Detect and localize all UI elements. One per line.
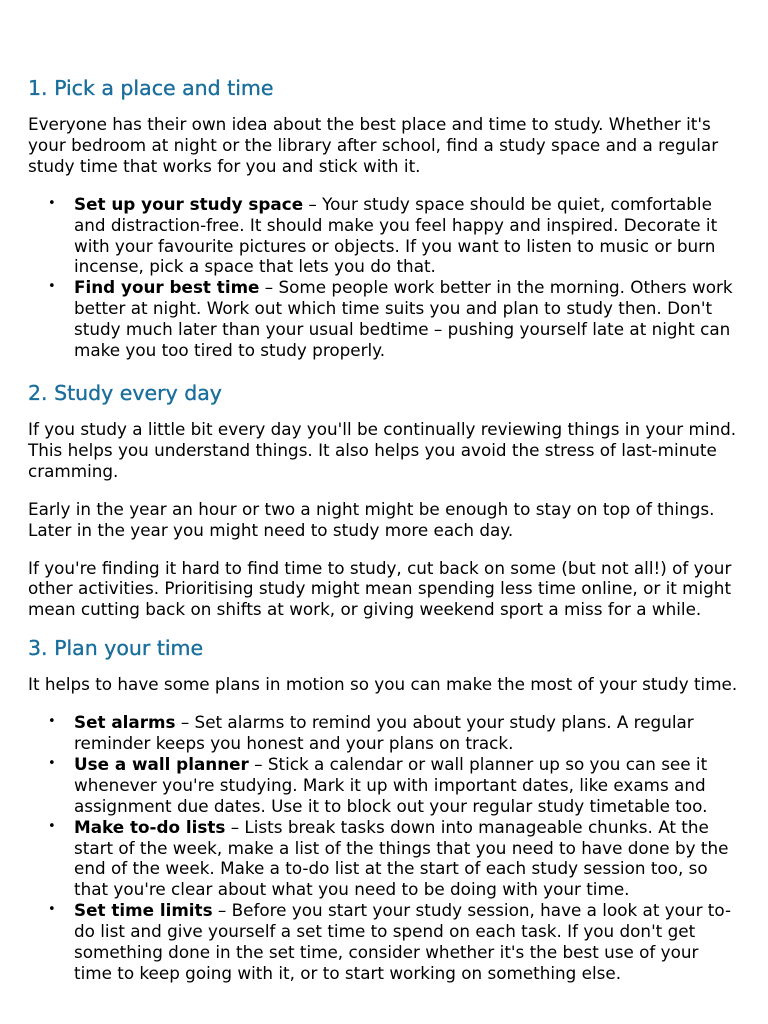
paragraph: Early in the year an hour or two a night might be enough to stay on top of things. Later in the year you might need to study more each day.: [28, 498, 715, 540]
paragraph: If you study a little bit every day you'll be continually reviewing things in your mind. This helps you understand things. It also helps you avoid the stress of last-minute cramming.: [28, 418, 737, 481]
paragraph: It helps to have some plans in motion so you can make the most of your study time.: [28, 674, 738, 695]
section-study-every-day: [28, 379, 740, 620]
section-heading: 3. Plan your time: [28, 636, 204, 661]
paragraph: Everyone has their own idea about the best place and time to study. Whether it's your bedroom at night or the library after school, find a study space and a regular study time that works for you and stick with it.: [28, 114, 719, 176]
bullet-term: Use a wall planner: [74, 753, 249, 774]
bullet-text: – Lists break tasks down into manageable chunks. At the start of the week, make a list of the things that you need to have done by the end of the week. Make a to-do list at the start of each study session too, so that you're clear about what you need to be doing with your time.: [74, 816, 729, 900]
bullet-text: – Some people work better in the morning. Others work better at night. Work out which time suits you and plan to study then. Don't study much later than your usual bedtime – pushing yourself late at night can make you too tired to study properly.: [74, 277, 733, 361]
section-heading: 1. Pick a place and time: [28, 76, 274, 100]
section-pick-a-place-and-time: [28, 74, 740, 361]
bullet-text: – Stick a calendar or wall planner up so you can see it whenever you're studying. Mark it up with important dates, like exams and assignment due dates. Use it to block out your regular study timetable too.: [74, 753, 708, 816]
list-item: [74, 900, 740, 984]
list-item: [74, 277, 740, 361]
section-plan-your-time: [28, 634, 740, 984]
bullet-term: Find your best time: [74, 277, 260, 298]
bullet-term: Set up your study space: [74, 193, 304, 214]
bullet-term: Make to-do lists: [74, 816, 226, 837]
bullet-list: [28, 194, 740, 361]
bullet-text: – Before you start your study session, have a look at your to-do list and give yourself a set time to spend on each task. If you don't get something done in the set time, consider whether it's the best use of your time to keep going with it, or to start working on something else.: [74, 900, 732, 983]
bullet-text: – Your study space should be quiet, comfortable and distraction-free. It should make you feel happy and inspired. Decorate it with your favourite pictures or objects. If you want to listen to music or burn incense, pick a space that lets you do that.: [74, 193, 718, 277]
list-item: [74, 817, 740, 901]
bullet-term: Set alarms: [74, 712, 176, 733]
bullet-list: [28, 712, 740, 984]
paragraph: If you're finding it hard to find time to study, cut back on some (but not all!) of your other activities. Prioritising study might mean spending less time online, or it might mean cutting back on shifts at work, or giving weekend sport a miss for a while.: [28, 557, 732, 620]
bullet-text: – Set alarms to remind you about your study plans. A regular reminder keeps you honest and your plans on track.: [74, 712, 694, 754]
list-item: [74, 712, 740, 754]
list-item: [74, 754, 740, 817]
section-heading: 2. Study every day: [28, 380, 222, 405]
list-item: [74, 194, 740, 278]
bullet-term: Set time limits: [74, 900, 213, 921]
